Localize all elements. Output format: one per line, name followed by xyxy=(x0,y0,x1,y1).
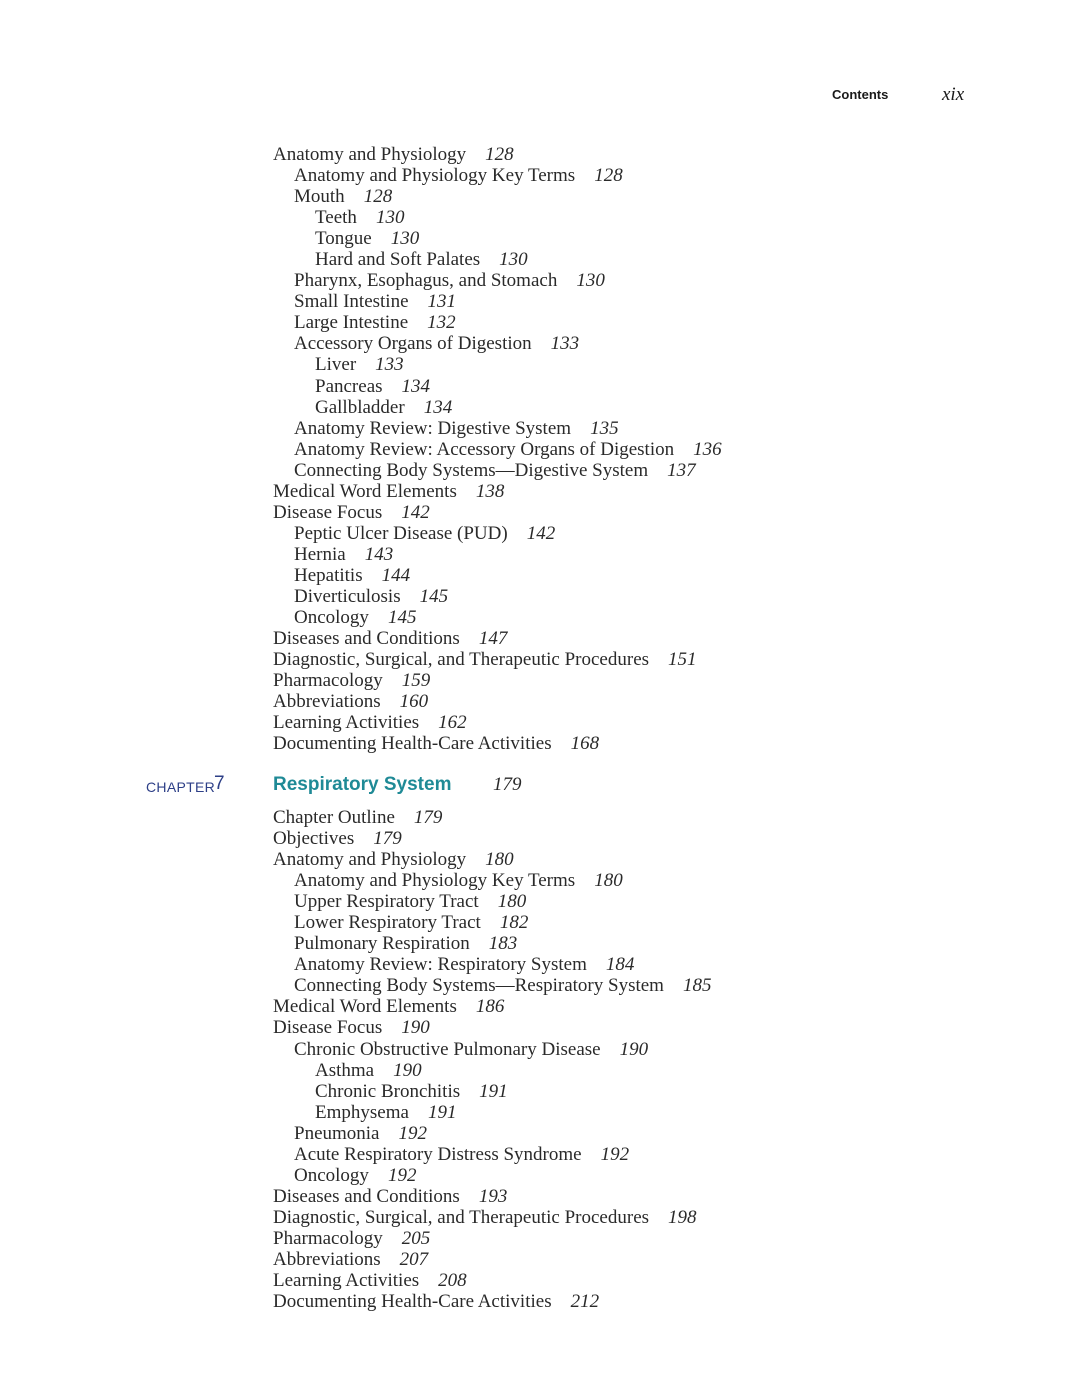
toc-entry-page: 132 xyxy=(427,312,456,334)
toc-entry[interactable] xyxy=(273,333,973,354)
toc-entry[interactable] xyxy=(273,975,973,996)
toc-entry-page: 134 xyxy=(423,396,453,418)
toc-entry-page: 136 xyxy=(693,438,722,460)
toc-entry[interactable] xyxy=(273,144,973,165)
toc-entry-page: 128 xyxy=(485,144,514,165)
toc-entry-title: Anatomy and Physiology xyxy=(273,849,467,871)
toc-entry-page: 180 xyxy=(594,870,623,892)
toc-entry[interactable] xyxy=(273,1186,973,1207)
toc-entry-title: Large Intestine xyxy=(294,312,409,334)
toc-entry-title: Anatomy and Physiology xyxy=(273,144,467,165)
toc-entry-title: Small Intestine xyxy=(294,291,409,313)
toc-entry[interactable] xyxy=(273,1207,973,1228)
toc-entry-page: 134 xyxy=(401,375,431,397)
toc-entry[interactable] xyxy=(273,1144,973,1165)
toc-entry[interactable] xyxy=(273,502,973,523)
toc-entry-page: 208 xyxy=(438,1270,467,1292)
toc-entry-page: 183 xyxy=(488,933,518,955)
toc-entry[interactable] xyxy=(273,249,973,270)
toc-entry-title: Chapter Outline xyxy=(273,807,395,828)
toc-entry-page: 191 xyxy=(427,1101,457,1123)
toc-entry[interactable] xyxy=(273,954,973,975)
chapter-label: CHAPTER xyxy=(146,779,215,795)
toc-entry-title: Disease Focus xyxy=(273,501,383,523)
toc-entry-page: 142 xyxy=(526,522,556,544)
toc-entry-page: 142 xyxy=(401,501,430,523)
toc-entry[interactable] xyxy=(273,1081,973,1102)
toc-entry-title: Pneumonia xyxy=(294,1122,380,1144)
toc-entry-title: Medical Word Elements xyxy=(273,480,457,502)
toc-entry[interactable] xyxy=(273,1123,973,1144)
toc-entry[interactable] xyxy=(273,849,973,870)
toc-entry-page: 143 xyxy=(364,543,394,565)
toc-entry-page: 186 xyxy=(475,996,505,1018)
toc-entry-page: 138 xyxy=(475,480,505,502)
toc-entry-title: Diseases and Conditions xyxy=(273,1185,460,1207)
toc-entry-page: 151 xyxy=(668,649,697,671)
toc-entry-title: Oncology xyxy=(294,1164,369,1186)
toc-entry[interactable] xyxy=(273,481,973,502)
toc-entry-page: 179 xyxy=(413,807,443,828)
toc-entry[interactable] xyxy=(273,207,973,228)
toc-entry-page: 130 xyxy=(499,249,528,271)
toc-list-respiratory xyxy=(273,807,973,1312)
toc-entry[interactable] xyxy=(273,565,973,586)
toc-entry[interactable] xyxy=(273,439,973,460)
toc-entry-page: 130 xyxy=(576,270,605,292)
toc-entry[interactable] xyxy=(273,544,973,565)
toc-entry[interactable] xyxy=(273,523,973,544)
toc-entry-page: 190 xyxy=(619,1038,649,1060)
chapter-title: Respiratory System xyxy=(273,774,452,795)
toc-entry-page: 185 xyxy=(682,975,712,997)
toc-entry-page: 137 xyxy=(667,459,696,481)
toc-entry-title: Diagnostic, Surgical, and Therapeutic Procedures xyxy=(273,1206,650,1228)
toc-entry[interactable] xyxy=(273,270,973,291)
toc-entry[interactable] xyxy=(273,712,973,733)
toc-entry-title: Oncology xyxy=(294,607,369,629)
toc-entry-title: Mouth xyxy=(294,186,345,208)
running-head-section: Contents xyxy=(832,87,889,102)
toc-entry-page: 192 xyxy=(600,1143,630,1165)
toc-entry-page: 128 xyxy=(594,165,623,187)
toc-entry-page: 205 xyxy=(401,1227,431,1249)
toc-entry[interactable] xyxy=(273,649,973,670)
toc-entry-title: Lower Respiratory Tract xyxy=(294,912,481,934)
toc-entry[interactable] xyxy=(273,165,973,186)
toc-entry[interactable] xyxy=(273,312,973,333)
toc-entry-title: Documenting Health-Care Activities xyxy=(273,733,552,755)
toc-entry-title: Diagnostic, Surgical, and Therapeutic Procedures xyxy=(273,649,650,671)
toc-entry[interactable] xyxy=(273,607,973,628)
toc-entry[interactable] xyxy=(273,670,973,691)
toc-entry-page: 130 xyxy=(390,228,420,250)
toc-entry-page: 159 xyxy=(401,670,431,692)
toc-entry[interactable] xyxy=(273,996,973,1017)
toc-entry-title: Medical Word Elements xyxy=(273,996,457,1018)
toc-entry-page: 168 xyxy=(570,733,600,755)
toc-entry-title: Documenting Health-Care Activities xyxy=(273,1291,552,1313)
toc-entry-title: Connecting Body Systems—Digestive System xyxy=(294,459,649,481)
toc-entry-page: 191 xyxy=(479,1080,508,1102)
toc-entry-page: 180 xyxy=(497,891,527,913)
toc-entry-title: Disease Focus xyxy=(273,1017,383,1039)
toc-entry[interactable] xyxy=(273,691,973,712)
toc-entry-title: Chronic Bronchitis xyxy=(315,1080,461,1102)
toc-entry[interactable] xyxy=(273,870,973,891)
toc-entry-page: 162 xyxy=(438,712,467,734)
toc-entry-page: 179 xyxy=(373,828,402,850)
toc-entry-page: 192 xyxy=(398,1122,427,1144)
toc-entry-title: Peptic Ulcer Disease (PUD) xyxy=(294,522,508,544)
toc-entry-page: 182 xyxy=(499,912,529,934)
toc-entry-page: 131 xyxy=(427,291,457,313)
toc-entry[interactable] xyxy=(273,1270,973,1291)
toc-entry[interactable] xyxy=(273,1249,973,1270)
toc-entry-title: Anatomy and Physiology Key Terms xyxy=(294,165,576,187)
toc-entry-title: Pharmacology xyxy=(273,670,383,692)
toc-entry-page: 184 xyxy=(605,954,635,976)
toc-entry[interactable] xyxy=(273,376,973,397)
toc-entry-title: Hernia xyxy=(294,543,346,565)
toc-entry-title: Diseases and Conditions xyxy=(273,628,460,650)
toc-entry-title: Diverticulosis xyxy=(294,585,401,607)
toc-entry-title: Tongue xyxy=(315,228,372,250)
toc-entry[interactable] xyxy=(273,291,973,312)
toc-entry-page: 192 xyxy=(387,1164,417,1186)
toc-entry[interactable] xyxy=(273,828,973,849)
toc-entry-title: Chronic Obstructive Pulmonary Disease xyxy=(294,1038,601,1060)
toc-entry[interactable] xyxy=(273,1102,973,1123)
toc-entry-title: Anatomy and Physiology Key Terms xyxy=(294,870,576,892)
toc-entry-title: Gallbladder xyxy=(315,396,405,418)
toc-entry-page: 207 xyxy=(399,1248,429,1270)
toc-entry-title: Upper Respiratory Tract xyxy=(294,891,479,913)
toc-entry[interactable] xyxy=(273,397,973,418)
toc-entry-page: 145 xyxy=(419,585,449,607)
toc-entry[interactable] xyxy=(273,228,973,249)
toc-entry-title: Anatomy Review: Accessory Organs of Digestion xyxy=(294,438,675,460)
toc-entry[interactable] xyxy=(273,912,973,933)
toc-entry[interactable] xyxy=(273,628,973,649)
toc-entry[interactable] xyxy=(273,354,973,375)
chapter-heading[interactable] xyxy=(146,772,846,802)
toc-entry[interactable] xyxy=(273,1165,973,1186)
toc-entry-title: Emphysema xyxy=(315,1101,409,1123)
toc-entry-page: 190 xyxy=(393,1059,422,1081)
toc-entry[interactable] xyxy=(273,418,973,439)
toc-entry-title: Anatomy Review: Digestive System xyxy=(294,417,572,439)
toc-entry-title: Asthma xyxy=(315,1059,375,1081)
toc-entry-page: 135 xyxy=(590,417,619,439)
toc-entry-title: Acute Respiratory Distress Syndrome xyxy=(294,1143,582,1165)
toc-entry[interactable] xyxy=(273,807,973,828)
toc-entry-page: 130 xyxy=(375,207,405,229)
toc-entry-page: 180 xyxy=(485,849,514,871)
toc-entry-page: 160 xyxy=(399,691,429,713)
toc-entry[interactable] xyxy=(273,586,973,607)
toc-entry-page: 193 xyxy=(478,1185,508,1207)
chapter-number: 7 xyxy=(214,773,225,794)
toc-entry-page: 147 xyxy=(478,628,508,650)
toc-entry[interactable] xyxy=(273,460,973,481)
toc-entry-page: 144 xyxy=(381,564,411,586)
toc-entry-title: Abbreviations xyxy=(273,1248,381,1270)
chapter-page-number: 179 xyxy=(493,774,522,795)
toc-entry-title: Teeth xyxy=(315,207,357,229)
toc-entry[interactable] xyxy=(273,1291,973,1312)
toc-entry-title: Learning Activities xyxy=(273,712,420,734)
toc-entry-title: Anatomy Review: Respiratory System xyxy=(294,954,587,976)
toc-entry-title: Abbreviations xyxy=(273,691,381,713)
toc-entry-title: Liver xyxy=(315,354,357,376)
toc-entry-title: Pulmonary Respiration xyxy=(294,933,470,955)
toc-entry[interactable] xyxy=(273,1228,973,1249)
toc-entry-title: Hepatitis xyxy=(294,564,363,586)
toc-entry-title: Accessory Organs of Digestion xyxy=(294,333,532,355)
toc-entry-page: 212 xyxy=(570,1291,600,1313)
toc-entry-title: Learning Activities xyxy=(273,1270,420,1292)
toc-entry-page: 133 xyxy=(550,333,580,355)
toc-entry-title: Pharmacology xyxy=(273,1227,383,1249)
toc-entry-title: Objectives xyxy=(273,828,355,850)
toc-entry-page: 145 xyxy=(387,607,417,629)
toc-entry-page: 128 xyxy=(363,186,393,208)
toc-entry-page: 133 xyxy=(375,354,404,376)
toc-entry[interactable] xyxy=(273,186,973,207)
toc-entry[interactable] xyxy=(273,1017,973,1038)
toc-entry[interactable] xyxy=(273,1039,973,1060)
toc-entry[interactable] xyxy=(273,733,973,754)
toc-list-digestive xyxy=(273,144,973,754)
toc-entry-title: Hard and Soft Palates xyxy=(315,249,481,271)
toc-entry-title: Connecting Body Systems—Respiratory System xyxy=(294,975,664,997)
toc-entry-title: Pharynx, Esophagus, and Stomach xyxy=(294,270,558,292)
toc-entry-title: Pancreas xyxy=(315,375,383,397)
toc-entry[interactable] xyxy=(273,1060,973,1081)
toc-entry-page: 198 xyxy=(668,1206,697,1228)
toc-entry[interactable] xyxy=(273,933,973,954)
toc-entry[interactable] xyxy=(273,891,973,912)
running-head xyxy=(832,84,1002,106)
toc-entry-page: 190 xyxy=(401,1017,430,1039)
page-number: xix xyxy=(942,84,965,105)
